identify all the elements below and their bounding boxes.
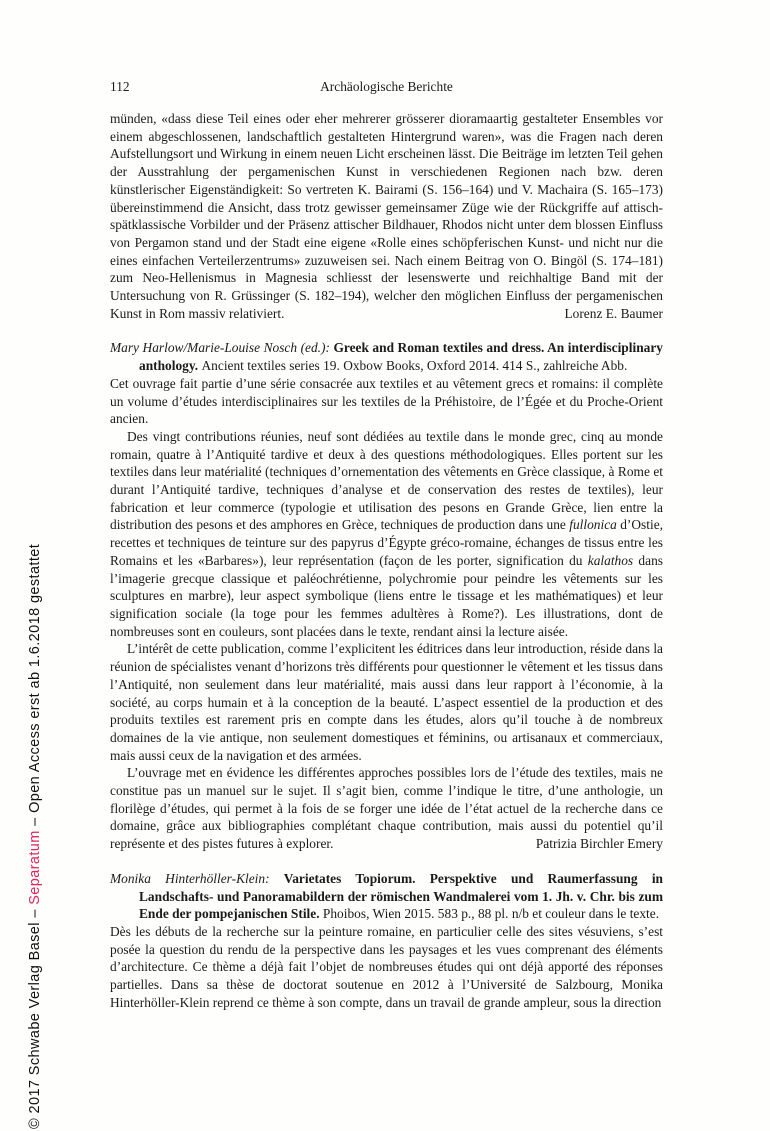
review3-heading: [110, 870, 663, 923]
review2-heading: [110, 339, 663, 374]
review2-title: Greek and Roman textiles and dress. An interdisciplinary anthology.: [139, 340, 663, 374]
review2-para3-text: L’intérêt de cette publication, comme l’explicitent les éditrices dans leur introduction, réside dans la réunion de spécialistes venant d’horizons très différents pour questionner le vêtement et les tissus dans l’Antiquité, non seulement dans leur matérialité, mais aussi dans leur rapport à l’économie, à la société, au corps humain et à la conception de la beauté. L’aspect essentiel de la production et des produits textiles est rarement pris en compte dans les études, alors qu’il touche à de nombreux domaines de la vie antique, non seulement domestiques et féminins, ou artisanaux et commerciaux, mais aussi ceux de la navigation et des armées.: [110, 641, 663, 763]
sidebar-suffix: – Open Access erst ab 1.6.2018 gestattet: [27, 543, 43, 831]
review2-para1: [110, 375, 663, 428]
review2-para4: [110, 764, 663, 853]
review2-para1-text: Cet ouvrage fait partie d’une série consacrée aux textiles et au vêtement grecs et romains: il complète un volume d’études interdisciplinaires sur les textiles de la Préhistoire, de l’Égée et du Proche-Orient ancien.: [110, 375, 663, 427]
review3-para1-text: Dès les débuts de la recherche sur la peinture romaine, en particulier celle des sites vésuviens, s’est posée la question du rendu de la perspective dans les paysages et les vues comprenant des éléments d’architecture. Ce thème a déjà fait l’objet de nombreuses études qui ont déjà apporté des réponses partielles. Dans sa thèse de doctorat soutenue en 2012 à l’Université de Salzbourg, Monika Hinterhöller-Klein reprend ce thème à son compte, dans un travail de grande ampleur, sous la direction: [110, 923, 663, 1010]
review2-para2-part3: dans l’imagerie grecque classique et paléochrétienne, polychromie pour peindre les vêtements sur les sculptures en marbre), leur aspect symbolique (liens entre le tissage et les mathématiques) et leur signification sociale (la toge pour les femmes adultères à Rome?). Les illustrations, dont de nombreuses sont en couleurs, sont placées dans le texte, rendant ainsi la lecture aisée.: [110, 552, 663, 639]
review2-para4-text: L’ouvrage met en évidence les différentes approches possibles lors de l’étude des textiles, mais ne constitue pas un manuel sur le sujet. Il s’agit bien, comme l’indique le titre, d’une anthologie, un florilège d’études, qui permet à la fois de se forger une idée de l’état actuel de la recherche dans ce domaine, grâce aux bibliographies complétant chaque contribution, mais aussi du potentiel qu’il représente et des pistes futures à explorer.: [110, 765, 663, 852]
text-column: [110, 78, 663, 1011]
review3-imprint: Phoibos, Wien 2015. 583 p., 88 pl. n/b et couleur dans le texte.: [322, 906, 660, 922]
review2-imprint: Ancient textiles series 19. Oxbow Books, Oxford 2014. 414 S., zahlreiche Abb.: [201, 358, 628, 374]
review3-title: Varietates Topiorum. Perspektive und Raumerfassung in Landschafts- und Panoramabildern der römischen Wandmalerei vom 1. Jh. v. Chr. bis zum Ende der pompejanischen Stile.: [139, 870, 663, 922]
review2-para2-part2: d’Ostie, recettes et techniques de teinture sur des papyrus d’Égypte gréco-romaine, échanges de tissus entre les Romains et les «Barbares»), leur représentation (façon de les porter, signification du: [110, 517, 663, 568]
review1-signature: Lorenz E. Baumer: [564, 305, 663, 321]
review2-authors: Mary Harlow/Marie-Louise Nosch (ed.):: [110, 340, 334, 356]
review2-para2-italic-kalathos: kalathos: [587, 552, 634, 568]
page-number: 112: [110, 79, 130, 94]
review2-para2-italic-fullonica: fullonica: [569, 517, 617, 533]
review2-para2: [110, 428, 663, 640]
review2-signature: Patrizia Birchler Emery: [535, 836, 663, 852]
review3-authors: Monika Hinterhöller-Klein:: [110, 870, 284, 886]
page-header: [110, 78, 663, 96]
copyright-sidebar: [27, 544, 43, 1129]
review1-body: [110, 110, 663, 322]
review2-para3: [110, 640, 663, 764]
sidebar-separatum: Separatum: [27, 830, 43, 905]
running-title: Archäologische Berichte: [320, 79, 453, 94]
review2-para2-part1: Des vingt contributions réunies, neuf sont dédiées au textile dans le monde grec, cinq au monde romain, quatre à l’Antiquité tardive et deux à des questions méthodologiques. Elles portent sur les textiles dans leur matérialité (techniques d’ornementation des vêtements en Grèce classique, à Rome et durant l’Antiquité tardive, techniques d’analyse et de conservation des restes de textiles), leur fabrication et leur commerce (typologie et utilisation des pesons en Grande Grèce, lien entre la distribution des pesons et des amphores en Grèce, techniques de production dans une: [110, 428, 663, 533]
review1-text: münden, «dass diese Teil eines oder eher mehrerer grösserer dioramaartig gestalteter Ensembles vor einem abgeschlossenen, landschaftlich gestalteten Hintergrund waren», was die Fragen nach deren Aufstellungsort und Wirkung in einem neuen Licht erscheinen lässt. Die Beiträge im letzten Teil gehen der Ausstrahlung der pergamenischen Kunst in verschiedenen Regionen nach bzw. deren künstlerischer Eigenständigkeit: So vertreten K. Bairami (S. 156–164) und V. Machaira (S. 165–173) übereinstimmend die Ansicht, dass trotz gewisser gemeinsamer Züge wie der Rückgriffe auf attisch-spätklassische Vorbilder und der Präsenz attischer Bildhauer, Rhodos nicht unter dem blossen Einfluss von Pergamon stand und der Stadt eine eigene «Rolle eines schöpferischen Kunst- und nicht nur die eines einfachen Verteilerzentrums» zuzuweisen sei. Nach einem Beitrag von O. Bingöl (S. 174–181) zum Neo-Hellenismus in Magnesia schliesst der lesenswerte und reichhaltige Band mit der Untersuchung von R. Grüssinger (S. 182–194), welcher den möglichen Einfluss der pergamenischen Kunst in Rom massiv relativiert.: [110, 111, 663, 321]
sidebar-prefix: © 2017 Schwabe Verlag Basel –: [27, 904, 43, 1129]
review3-para1: [110, 923, 663, 1012]
